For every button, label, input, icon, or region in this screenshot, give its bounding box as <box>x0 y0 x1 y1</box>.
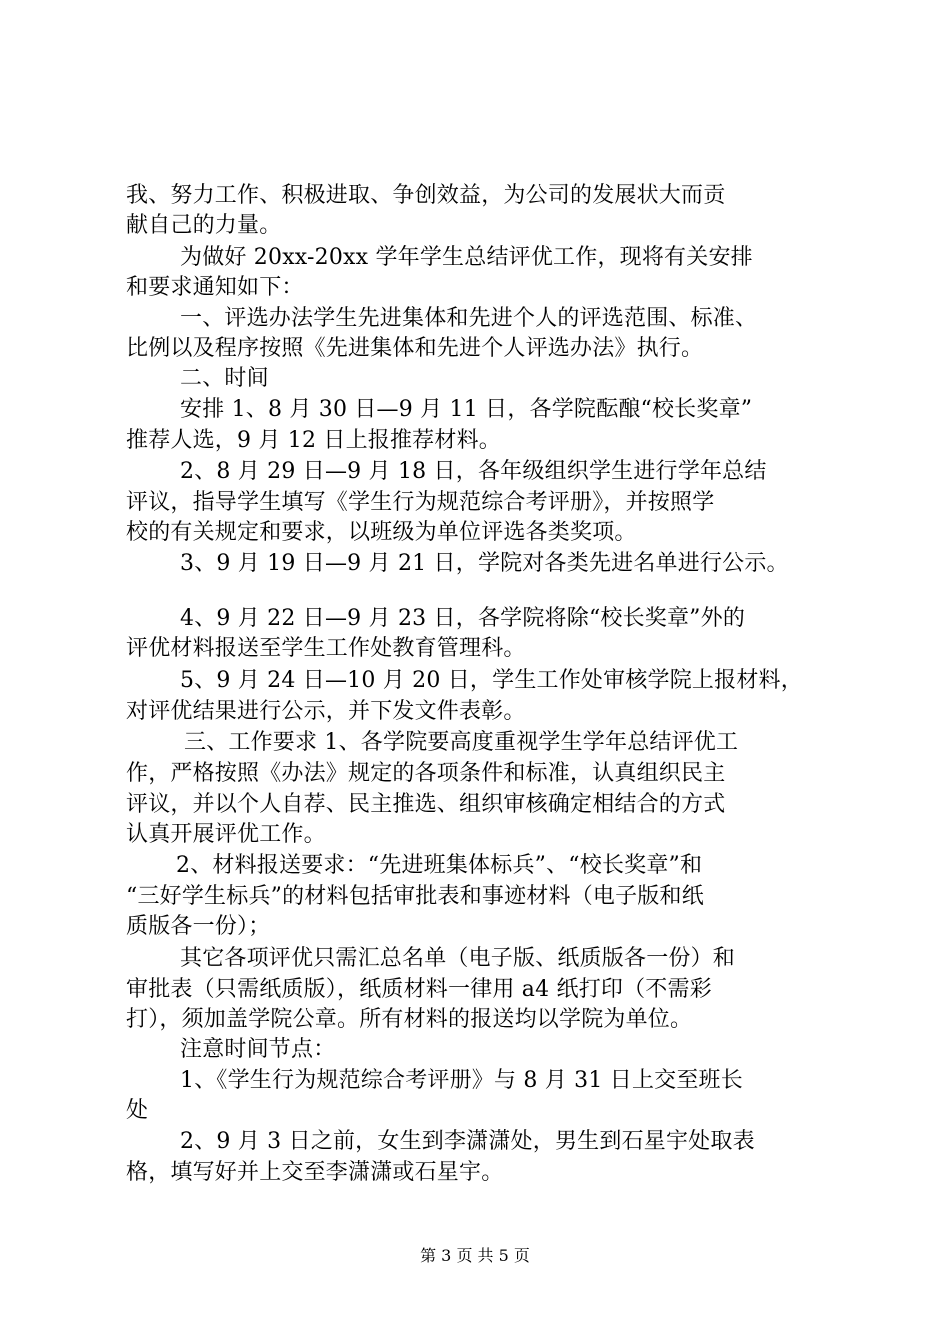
text-line: 处 <box>126 1098 149 1123</box>
text-line: 审批表（只需纸质版），纸质材料一律用 a4 纸打印（不需彩 <box>126 977 712 1002</box>
text-line: 作，严格按照《办法》规定的各项条件和标准，认真组织民主 <box>126 761 726 786</box>
text-line: 评议，指导学生填写《学生行为规范综合考评册》，并按照学 <box>126 490 715 515</box>
text-line: 4、9 月 22 日—9 月 23 日，各学院将除“校长奖章”外的 <box>180 606 746 631</box>
text-line: 献自己的力量。 <box>126 213 282 238</box>
text-line: 3、9 月 19 日—9 月 21 日，学院对各类先进名单进行公示。 <box>180 551 789 576</box>
text-line: 其它各项评优只需汇总名单（电子版、纸质版各一份）和 <box>180 946 736 971</box>
text-line: 注意时间节点： <box>180 1037 336 1062</box>
text-line: 和要求通知如下： <box>126 275 304 300</box>
text-line: 1、《学生行为规范综合考评册》与 8 月 31 日上交至班长 <box>180 1068 743 1093</box>
text-line: 评议，并以个人自荐、民主推选、组织审核确定相结合的方式 <box>126 792 726 817</box>
text-line: 为做好 20xx-20xx 学年学生总结评优工作，现将有关安排 <box>180 245 753 270</box>
text-line: 三、工作要求 1、各学院要高度重视学生学年总结评优工 <box>184 730 739 755</box>
text-line: 2、9 月 3 日之前，女生到李潇潇处，男生到石星宇处取表 <box>180 1129 755 1154</box>
text-line: 认真开展评优工作。 <box>126 822 326 847</box>
text-line: 校的有关规定和要求，以班级为单位评选各类奖项。 <box>126 520 637 545</box>
text-line: 一、评选办法学生先进集体和先进个人的评选范围、标准、 <box>180 306 758 331</box>
text-line: 2、材料报送要求：“先进班集体标兵”、“校长奖章”和 <box>176 853 703 878</box>
text-line: 2、8 月 29 日—9 月 18 日，各年级组织学生进行学年总结 <box>180 459 767 484</box>
text-line: 推荐人选，9 月 12 日上报推荐材料。 <box>126 428 501 453</box>
text-line: 安排 1、8 月 30 日—9 月 11 日，各学院酝酿“校长奖章” <box>180 397 753 422</box>
text-line: 比例以及程序按照《先进集体和先进个人评选办法》执行。 <box>126 336 704 361</box>
text-line: 对评优结果进行公示，并下发文件表彰。 <box>126 699 526 724</box>
page-number-footer: 第 3 页 共 5 页 <box>420 1246 530 1265</box>
text-line: 打），须加盖学院公章。所有材料的报送均以学院为单位。 <box>126 1007 693 1032</box>
text-line: “三好学生标兵”的材料包括审批表和事迹材料（电子版和纸 <box>126 884 704 909</box>
text-line: 格，填写好并上交至李潇潇或石星宇。 <box>126 1160 504 1185</box>
text-line: 质版各一份）； <box>126 914 271 939</box>
text-line: 5、9 月 24 日—10 月 20 日，学生工作处审核学院上报材料， <box>180 668 803 693</box>
text-line: 我、努力工作、积极进取、争创效益，为公司的发展状大而贡 <box>126 183 726 208</box>
text-line: 评优材料报送至学生工作处教育管理科。 <box>126 636 526 661</box>
text-line: 二、时间 <box>180 366 269 391</box>
